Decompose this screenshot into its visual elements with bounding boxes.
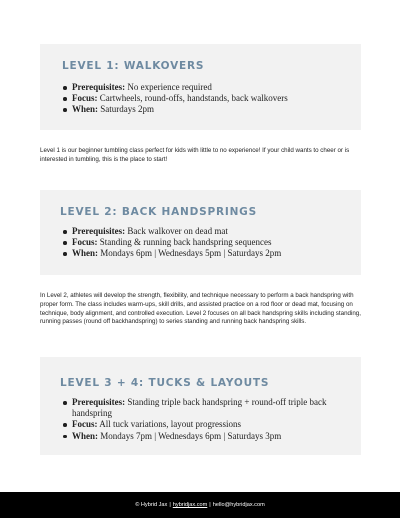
when-value: Saturdays 2pm [100,104,155,115]
focus-value: All tuck variations, layout progressions [99,419,241,430]
level-3-4-title: LEVEL 3 + 4: TUCKS & LAYOUTS [60,377,270,389]
level-3-4-when [62,431,354,442]
prerequisites-value: Back walkover on dead mat [127,226,228,236]
focus-label: Focus: [72,93,98,104]
when-label: When: [72,104,99,115]
level-2-prerequisites [62,226,357,237]
focus-label: Focus: [72,237,98,248]
level-3-4-details [62,397,354,442]
prerequisites-value: Standing triple back handspring + round-off triple back handspring [72,397,327,419]
level-1-description: Level 1 is our beginner tumbling class perfect for kids with little to no experience! If your child wants to cheer or is interested in tumbling, this is the place to start! [40,147,350,163]
when-label: When: [72,430,99,441]
footer-website-link[interactable]: hybridjax.com [172,502,208,508]
level-3-4-focus [62,419,354,430]
prerequisites-label: Prerequisites: [72,226,126,236]
level-1-card [40,44,361,130]
prerequisites-label: Prerequisites: [72,397,126,407]
level-1-when [62,104,352,115]
prerequisites-label: Prerequisites: [72,82,126,92]
level-2-details [62,226,357,260]
level-2-description: In Level 2, athletes will develop the strength, flexibility, and technique necessary to perform a back handspring with proper form. The class includes warm-ups, skill drills, and assisted practice on a rod floor or dead mat, focusing on technique, body alignment, and controlled execution. Level 2 focuses on all back handspring skills including standing, running passes (round off backhandspring) to series standing and running back handspring skills. [40,292,361,326]
level-1-title: LEVEL 1: WALKOVERS [62,60,205,72]
level-1-details [62,82,352,116]
footer [0,492,400,518]
level-2-when [62,248,357,259]
when-label: When: [72,248,99,259]
level-2-title: LEVEL 2: BACK HANDSPRINGS [60,206,257,218]
level-2-card [40,190,361,275]
level-3-4-card [40,357,361,455]
footer-separator: | [209,502,211,508]
footer-email-link[interactable]: hello@hybridjax.com [212,502,265,508]
when-value: Mondays 7pm | Wednesdays 6pm | Saturdays 3pm [100,430,282,441]
focus-value: Cartwheels, round-offs, handstands, back walkovers [99,93,288,104]
level-2-focus [62,237,357,248]
footer-copyright: © Hybrid Jax [135,502,168,508]
focus-value: Standing & running back handspring sequences [99,237,272,248]
focus-label: Focus: [72,419,98,430]
prerequisites-value: No experience required [127,82,212,92]
footer-separator: | [169,502,171,508]
level-1-prerequisites [62,82,352,93]
level-1-focus [62,93,352,104]
level-3-4-prerequisites [62,397,354,419]
when-value: Mondays 6pm | Wednesdays 5pm | Saturdays 2pm [100,248,282,259]
